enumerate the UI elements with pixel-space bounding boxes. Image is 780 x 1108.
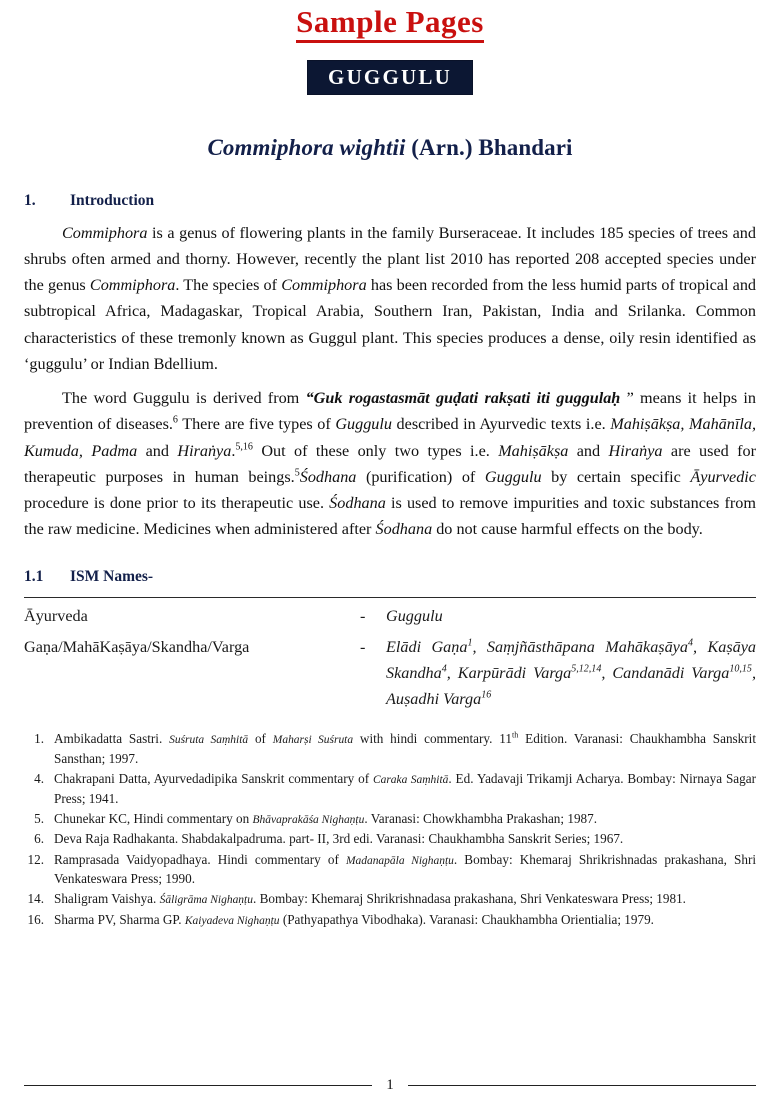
page-footer xyxy=(24,1077,756,1094)
footer-rule-left xyxy=(24,1085,372,1086)
italic-run: Guggulu xyxy=(386,606,443,625)
italic-run: Elādi Gaṇa xyxy=(386,638,468,657)
italic-run: , Candanādi Varga xyxy=(601,664,730,683)
reference-text xyxy=(54,850,756,889)
drug-name-box: GUGGULU xyxy=(307,60,473,95)
references-list xyxy=(24,729,756,929)
text-run: (purification) of xyxy=(356,467,485,486)
reference-text xyxy=(54,809,756,829)
reference-number: 4. xyxy=(34,770,44,786)
reference-text xyxy=(54,769,756,808)
drug-name-banner xyxy=(24,60,756,95)
italic-run: Commiphora xyxy=(62,223,148,242)
citation-superscript: 4 xyxy=(441,663,447,675)
footer-rule-right xyxy=(408,1085,756,1086)
ism-names-table xyxy=(24,598,756,714)
section-number: 1. xyxy=(24,191,36,209)
text-run: of xyxy=(248,731,273,747)
section-title: Introduction xyxy=(70,191,155,209)
reference-text xyxy=(54,829,756,848)
text-run: described in Ayurvedic texts i.e. xyxy=(391,415,611,434)
sample-pages-title: Sample Pages xyxy=(296,6,484,43)
text-run: . Ed. Yadavaji Trikamji Acharya. Bombay: Nirnaya Sagar Press; 1941. xyxy=(54,770,756,806)
text-run: is used to remove impurities and toxic substances from the raw medicine. Medicines when administered after xyxy=(24,494,756,539)
text-run: and xyxy=(137,441,178,460)
citation-superscript: 5,16 xyxy=(235,441,253,453)
italic-run: , Kaṣāya Skandha xyxy=(386,638,756,683)
subsection-title: ISM Names- xyxy=(70,567,154,585)
text-run: . xyxy=(231,441,236,460)
citation-superscript: 16 xyxy=(481,689,492,701)
reference-number: 1. xyxy=(34,731,44,747)
citation-superscript: 4 xyxy=(687,638,693,650)
text-run: is a genus of flowering plants in the family Burseraceae. It includes 185 species of trees and shrubs often armed and thorny. However, recently the plant list 2010 has reported 208 accepted species under the genus xyxy=(24,223,756,295)
citation-superscript: 10,15 xyxy=(729,663,752,675)
reference-item xyxy=(24,850,756,889)
reference-item xyxy=(24,809,756,829)
citation-superscript: 5,12,14 xyxy=(571,663,602,675)
citation-superscript: th xyxy=(511,730,519,740)
reference-number: 14. xyxy=(27,891,44,907)
italic-run: , Auṣadhi Varga xyxy=(386,664,756,709)
citation-superscript: 6 xyxy=(172,414,178,426)
reference-item xyxy=(24,910,756,930)
text-run: . The species of xyxy=(175,276,282,295)
text-run: Deva Raja Radhakanta. Shabdakalpadruma. part- II, 3rd edi. Varanasi: Chaukhambha Sanskrit Series; 1967. xyxy=(54,831,624,847)
reference-item xyxy=(24,889,756,909)
ism-table-row xyxy=(24,598,756,630)
italic-run: Commiphora xyxy=(281,276,367,295)
work-title-run: Maharṣi Suśruta xyxy=(272,734,354,747)
italic-run: Śodhana xyxy=(299,467,357,486)
page-number: 1 xyxy=(386,1077,394,1093)
work-title-run: Śāligrāma Nighaṇṭu xyxy=(159,894,253,907)
text-run: (Pathyapathya Vibodhaka). Varanasi: Chaukhambha Orientialia; 1979. xyxy=(279,911,654,927)
italic-run: Śodhana xyxy=(329,494,386,513)
reference-text xyxy=(54,910,756,930)
italic-run: , Saṃjñāsthāpana Mahākaṣāya xyxy=(472,638,688,657)
reference-number: 16. xyxy=(27,911,44,927)
ism-row-label: Gaṇa/MahāKaṣāya/Skandha/Varga xyxy=(24,638,250,657)
reference-text xyxy=(54,729,756,768)
work-title-run: Kaiyadeva Nighaṇṭu xyxy=(184,914,280,927)
text-run: Edition. Varanasi: Chaukhambha Sanskrit Sansthan; 1997. xyxy=(54,731,756,766)
italic-run: Āyurvedic xyxy=(690,467,756,486)
intro-paragraph-1 xyxy=(24,220,756,377)
quoted-sanskrit-run: “Guk rogastasmāt guḍati rakṣati iti guggulaḥ xyxy=(305,389,621,408)
citation-superscript: 1 xyxy=(467,638,473,650)
work-title-run: Caraka Saṃhitā xyxy=(372,773,449,786)
text-run: procedure is done prior to its therapeutic use. xyxy=(24,494,330,513)
section-heading-introduction xyxy=(24,192,756,210)
reference-item xyxy=(24,769,756,808)
intro-paragraph-2 xyxy=(24,385,756,542)
text-run: are used for therapeutic purposes in human beings. xyxy=(24,441,757,486)
italic-run: Hiraṅya xyxy=(177,441,232,460)
ism-row-separator: - xyxy=(360,638,366,657)
citation-superscript: 5 xyxy=(294,467,300,479)
italic-run: Commiphora xyxy=(89,276,176,295)
ism-table-row xyxy=(24,629,756,713)
reference-item xyxy=(24,829,756,848)
ism-row-label: Āyurveda xyxy=(24,606,88,625)
ism-row-separator: - xyxy=(360,606,366,625)
text-run: has been recorded from the less humid parts of tropical and subtropical Africa, Madagaskar, Tropical Arabia, Southern Iran, Pakistan, India and Srilanka. Common characteristics of these tremonly known as Guggul plant. This species produces a dense, oily resin identified as ‘guggulu’ or Indian Bdellium. xyxy=(24,276,757,373)
text-run: Ambikadatta Sastri. xyxy=(54,731,170,747)
species-title xyxy=(24,135,756,161)
text-run: . Bombay: Khemaraj Shrikrishnadas prakashana, Shri Venkateswara Press; 1990. xyxy=(54,851,756,887)
text-run: There are five types of xyxy=(177,415,336,434)
reference-number: 6. xyxy=(34,831,44,847)
text-run: . Bombay: Khemaraj Shrikrishnadasa prakashana, Shri Venkateswara Press; 1981. xyxy=(252,891,686,907)
species-scientific-name: Commiphora wightii xyxy=(207,134,406,160)
subsection-number: 1.1 xyxy=(24,567,44,585)
work-title-run: Bhāvaprakāśa Nighaṇṭu xyxy=(252,813,365,826)
italic-run: Mahiṣākṣa, Mahānīla, Kumuda, Padma xyxy=(24,415,756,460)
text-run: and xyxy=(568,441,609,460)
italic-run: Śodhana xyxy=(375,520,433,539)
reference-number: 5. xyxy=(34,810,44,826)
work-title-run: Suśruta Saṃhitā xyxy=(169,734,249,747)
italic-run: Guggulu xyxy=(335,415,392,434)
text-run: Ramprasada Vaidyopadhaya. Hindi commentary of xyxy=(54,851,346,867)
ism-row-value xyxy=(386,598,756,630)
text-run: with hindi commentary. 11 xyxy=(353,731,512,747)
text-run: ” means it helps in prevention of diseases. xyxy=(24,389,756,434)
reference-number: 12. xyxy=(27,851,44,867)
reference-text xyxy=(54,889,756,909)
italic-run: Hiraṅya xyxy=(608,441,663,460)
text-run: Sharma PV, Sharma GP. xyxy=(54,911,185,927)
italic-run: , Karpūrādi Varga xyxy=(446,664,572,683)
reference-item xyxy=(24,729,756,768)
sample-pages-banner xyxy=(24,0,756,43)
text-run: . Varanasi: Chowkhambha Prakashan; 1987. xyxy=(364,810,598,826)
text-run: Shaligram Vaishya. xyxy=(54,891,160,907)
text-run: do not cause harmful effects on the body. xyxy=(432,520,703,539)
ism-row-value xyxy=(386,629,756,713)
text-run: Chakrapani Datta, Ayurvedadipika Sanskrit commentary of xyxy=(54,770,373,786)
italic-run: Mahiṣākṣa xyxy=(498,441,569,460)
text-run: Chunekar KC, Hindi commentary on xyxy=(54,810,253,826)
work-title-run: Madanapāla Nighaṇṭu xyxy=(345,854,454,867)
species-authority: (Arn.) Bhandari xyxy=(411,134,573,160)
italic-run: Guggulu xyxy=(484,467,542,486)
section-heading-ism-names xyxy=(24,568,756,586)
text-run: by certain specific xyxy=(541,467,691,486)
text-run: The word Guggulu is derived from xyxy=(62,389,306,408)
text-run: Out of these only two types i.e. xyxy=(252,441,499,460)
